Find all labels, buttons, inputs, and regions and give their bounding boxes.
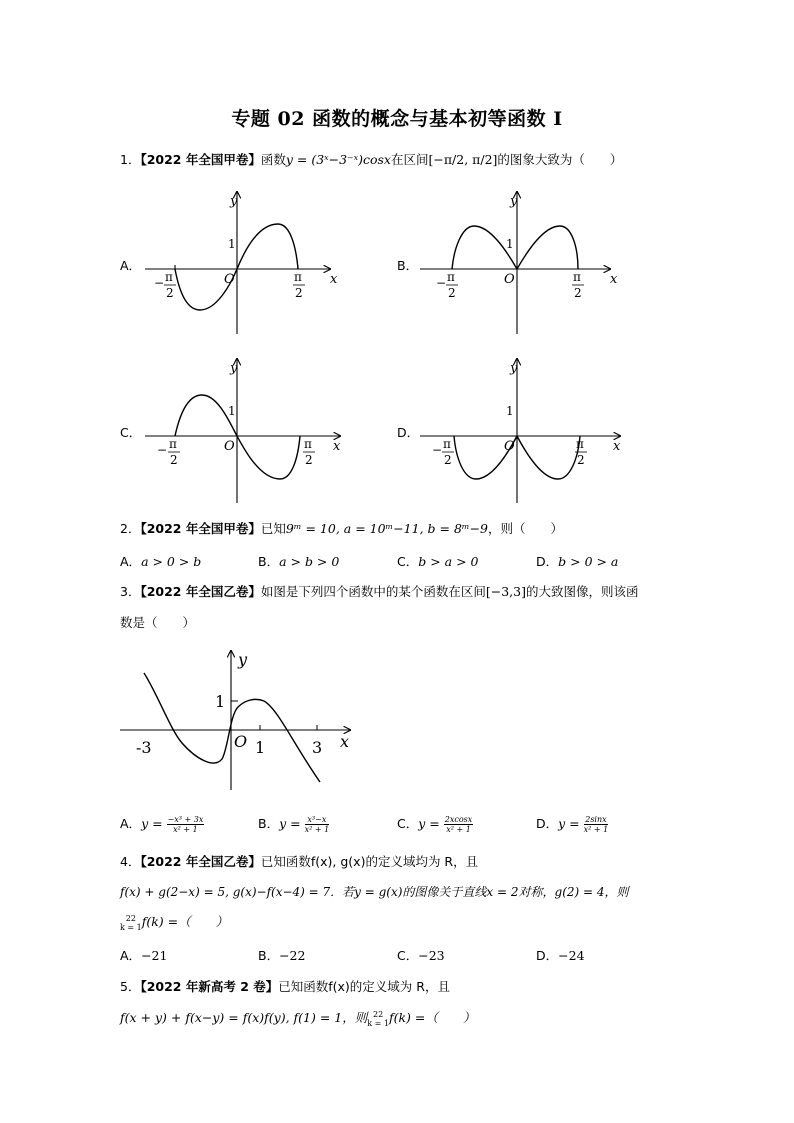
x-label: x [333, 439, 341, 454]
q3-option-a[interactable] [120, 814, 204, 834]
option-lhs: y = [279, 816, 301, 831]
option-text: −21 [141, 948, 168, 963]
minus-sign: − [154, 276, 165, 290]
option-lhs: y = [558, 816, 580, 831]
two-label: 2 [305, 453, 313, 467]
x-label: x [610, 272, 618, 287]
graph-option-b [410, 186, 640, 341]
curve [452, 226, 578, 269]
question-2-stem [120, 519, 563, 537]
option-text: −24 [558, 948, 585, 963]
y-label: y [510, 361, 518, 376]
option-text: a > b > 0 [279, 554, 340, 569]
sum-lower: k = 1 [120, 922, 142, 932]
minus-sign: − [157, 443, 168, 457]
option-lhs: y = [418, 816, 440, 831]
q4-option-a[interactable] [120, 946, 167, 964]
sum-lower: k = 1 [367, 1018, 389, 1028]
origin-label: O [504, 272, 515, 287]
denominator: x² + 1 [583, 825, 609, 834]
pi-label: π [304, 437, 312, 451]
option-label: D． [536, 554, 559, 569]
tick-label-minus3: -3 [136, 738, 152, 757]
two-label: 2 [577, 453, 585, 467]
question-number: 1． [120, 152, 141, 167]
numerator: 2xcosx [444, 815, 473, 824]
option-c-label: C． [120, 425, 142, 440]
graph-question-3 [118, 645, 358, 790]
fraction [305, 815, 330, 834]
q4-option-c[interactable] [397, 946, 445, 964]
option-a-label: A． [120, 258, 142, 273]
question-1-stem [120, 150, 622, 168]
pi-label: π [573, 270, 581, 284]
y-label: y [230, 361, 238, 376]
minus-sign: − [436, 276, 447, 290]
minus-sign: − [432, 443, 443, 457]
pi-label: π [447, 270, 455, 284]
question-number: 3． [120, 584, 141, 599]
question-5-line2 [120, 1008, 475, 1028]
option-label: C． [397, 554, 419, 569]
two-label: 2 [574, 286, 582, 300]
y-label: y [510, 194, 518, 209]
condition: 9ᵐ = 10, a = 10ᵐ−11, b = 8ᵐ−9 [285, 521, 489, 536]
q4-option-d[interactable] [536, 946, 585, 964]
x-label: x [340, 732, 350, 751]
denominator: x² + 1 [173, 825, 198, 834]
stem-text: 已知函数f(x), g(x)的定义域均为 R，且 [260, 854, 479, 869]
interval: [−π/2, π/2] [428, 152, 498, 167]
question-4-line3 [120, 912, 228, 932]
pi-label: π [165, 270, 173, 284]
summation [120, 914, 142, 932]
sum-upper: 22 [373, 1009, 384, 1019]
q2-option-a[interactable] [120, 552, 201, 570]
question-3-stem [120, 582, 639, 600]
one-label: 1 [228, 237, 236, 251]
pi-label: π [443, 437, 451, 451]
question-4-stem [120, 852, 478, 870]
one-label: 1 [215, 692, 226, 711]
option-label: D． [536, 948, 559, 963]
stem-text: 的大致图像，则该函 [525, 584, 639, 599]
option-text: −23 [418, 948, 445, 963]
one-label: 1 [506, 404, 514, 418]
denominator: x² + 1 [446, 825, 471, 834]
option-label: B． [258, 816, 280, 831]
formula: y = (3ˣ−3⁻ˣ)cosx [285, 152, 391, 167]
graph-option-d [410, 353, 640, 508]
graph-option-c [130, 353, 360, 508]
question-number: 2． [120, 521, 141, 536]
option-text: b > 0 > a [558, 554, 619, 569]
source-tag: 【2022 年全国乙卷】 [140, 854, 261, 869]
fraction [167, 815, 205, 834]
pi-label: π [294, 270, 302, 284]
sum-upper: 22 [125, 913, 136, 923]
two-label: 2 [448, 286, 456, 300]
option-label: D． [536, 816, 559, 831]
origin-label: O [504, 439, 515, 454]
option-label: C． [397, 948, 419, 963]
option-b-label: B． [397, 258, 419, 273]
q4-option-b[interactable] [258, 946, 305, 964]
question-number: 4． [120, 854, 141, 869]
option-label: B． [258, 948, 280, 963]
stem-text: ，则（ ） [488, 521, 564, 536]
option-label: B． [258, 554, 280, 569]
stem-text: 已知 [260, 521, 286, 536]
two-label: 2 [170, 453, 178, 467]
q3-option-c[interactable] [397, 814, 473, 834]
curve [144, 673, 323, 782]
denominator: x² + 1 [304, 825, 330, 834]
x-label: x [613, 439, 621, 454]
interval: [−3,3] [485, 584, 526, 599]
one-label: 1 [506, 237, 514, 251]
option-lhs: y = [141, 816, 163, 831]
stem-text: f(k) =（ ） [141, 914, 229, 929]
option-text: b > a > 0 [418, 554, 479, 569]
origin-label: O [224, 439, 235, 454]
option-text: −22 [279, 948, 306, 963]
stem-text: 函数 [260, 152, 286, 167]
numerator: x³−x [305, 815, 330, 825]
question-5-stem [120, 977, 450, 995]
source-tag: 【2022 年全国甲卷】 [140, 521, 261, 536]
y-label: y [238, 650, 248, 669]
question-4-line2: f(x) + g(2−x) = 5, g(x)−f(x−4) = 7．若y = g(x)的图像关于直线x = 2对称，g(2) = 4，则 [120, 885, 629, 899]
one-label: 1 [228, 404, 236, 418]
graph-option-a [130, 186, 360, 341]
origin-label: O [234, 732, 248, 751]
pi-label: π [576, 437, 584, 451]
stem-text: 已知函数f(x)的定义域为 R，且 [278, 979, 450, 994]
source-tag: 【2022 年新高考 2 卷】 [140, 979, 279, 994]
option-label: C． [397, 816, 419, 831]
question-3-stem-line2: 数是（ ） [120, 615, 196, 630]
fraction [584, 815, 609, 834]
pi-label: π [169, 437, 177, 451]
origin-label: O [224, 272, 235, 287]
stem-text: 在区间 [390, 152, 429, 167]
question-number: 5． [120, 979, 141, 994]
stem-text: 的图象大致为（ ） [497, 152, 623, 167]
stem-text: f(x + y) + f(x−y) = f(x)f(y), f(1) = 1，则 [120, 1010, 368, 1025]
tick-label-3: 3 [312, 738, 323, 757]
two-label: 2 [295, 286, 303, 300]
stem-text: 如图是下列四个函数中的某个函数在区间 [260, 584, 486, 599]
option-d-label: D． [397, 425, 420, 440]
q3-option-d[interactable] [536, 814, 608, 834]
summation [367, 1010, 389, 1028]
option-label: A． [120, 554, 142, 569]
fraction [444, 815, 474, 834]
tick-label-1: 1 [255, 738, 266, 757]
numerator: −x³ + 3x [167, 815, 204, 824]
q2-option-d[interactable] [536, 552, 618, 570]
source-tag: 【2022 年全国甲卷】 [140, 152, 261, 167]
stem-text: f(k) =（ ） [388, 1010, 476, 1025]
option-text: a > 0 > b [141, 554, 202, 569]
numerator: 2sinx [585, 815, 607, 824]
two-label: 2 [444, 453, 452, 467]
x-label: x [330, 272, 338, 287]
page-title: 专题 02 函数的概念与基本初等函数 I [231, 108, 563, 130]
q3-option-b[interactable] [258, 814, 329, 834]
q2-option-b[interactable] [258, 552, 339, 570]
two-label: 2 [166, 286, 174, 300]
y-label: y [230, 194, 238, 209]
q2-option-c[interactable] [397, 552, 478, 570]
option-label: A． [120, 816, 142, 831]
option-label: A． [120, 948, 142, 963]
source-tag: 【2022 年全国乙卷】 [140, 584, 261, 599]
